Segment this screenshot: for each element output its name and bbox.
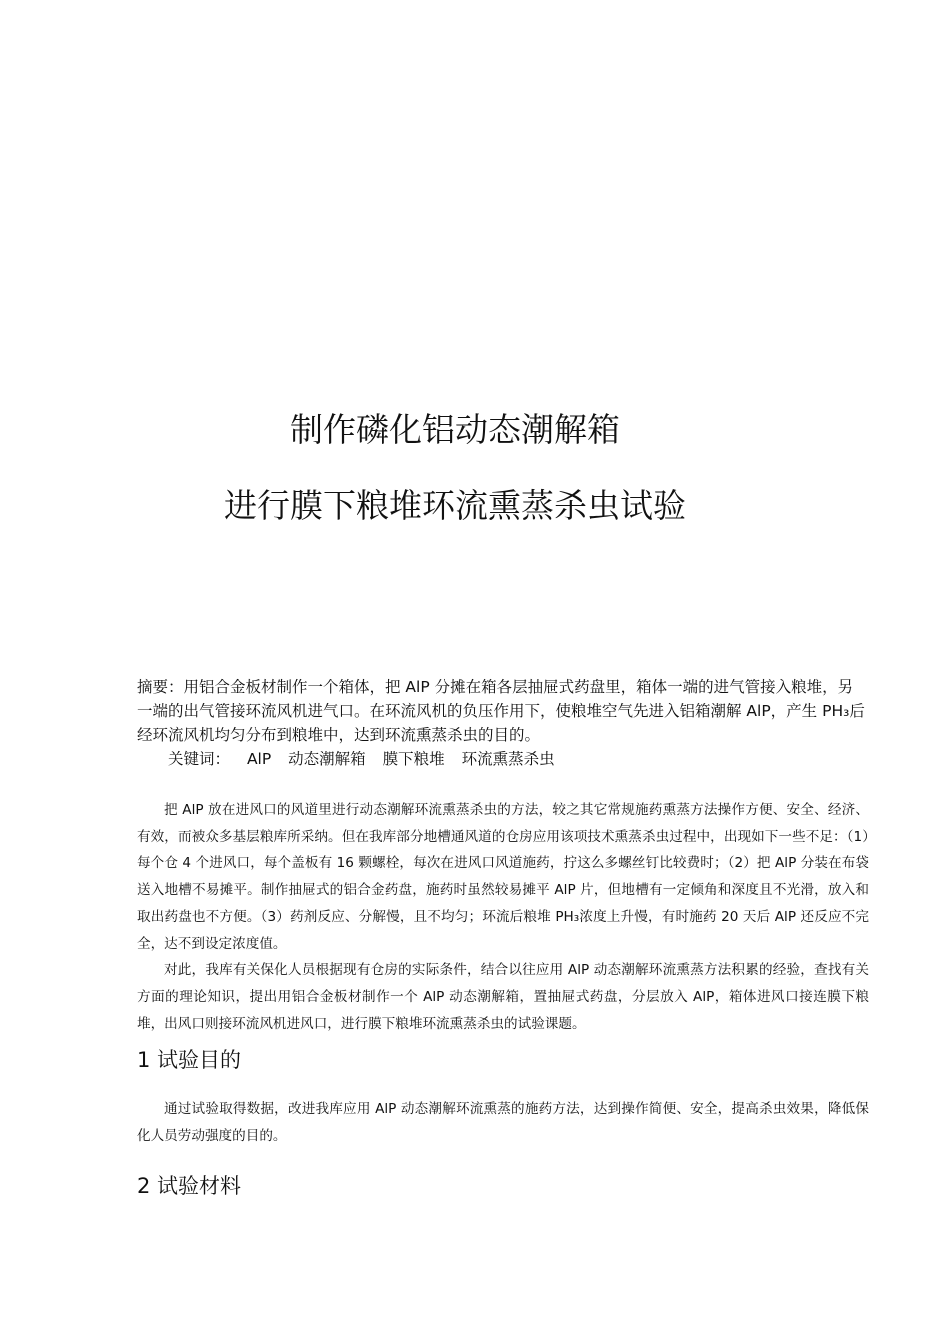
document-title-line-1: 制作磷化铝动态潮解箱 [290,410,620,449]
section-1-body [137,1096,869,1149]
keyword: 膜下粮堆 [382,750,445,768]
keywords [168,747,567,771]
section-heading-1: 1 试验目的 [137,1048,242,1072]
section-heading-2: 2 试验材料 [137,1174,242,1198]
intro-body [137,797,869,1037]
abstract-text: 摘要：用铝合金板材制作一个箱体，把 AlP 分摊在箱各层抽屉式药盘里，箱体一端的进气管接入粮堆，另一端的出气管接环流风机进气口。在环流风机的负压作用下，使粮堆空气先进入铝箱潮解 AlP，产生 PH₃后经环流风机均匀分布到粮堆中，达到环流熏蒸杀虫的目的。 [137,678,865,744]
document-title-line-2: 进行膜下粮堆环流熏蒸杀虫试验 [224,486,686,525]
keyword: AlP [246,750,272,768]
keyword: 环流熏蒸杀虫 [461,750,555,768]
abstract [137,675,867,747]
intro-paragraph: 把 AlP 放在进风口的风道里进行动态潮解环流熏蒸杀虫的方法，较之其它常规施药熏蒸方法操作方便、安全、经济、有效，而被众多基层粮库所采纳。但在我库部分地槽通风道的仓房应用该项技术熏蒸杀虫过程中，出现如下一些不足：（1）每个仓 4 个进风口，每个盖板有 16 颗螺栓，每次在进风口风道施药，拧这么多螺丝钉比较费时；（2）把 AlP 分装在布袋送入地槽不易摊平。制作抽屉式的铝合金药盘，施药时虽然较易摊平 AlP 片，但地槽有一定倾角和深度且不光滑，放入和取出药盘也不方便。（3）药剂反应、分解慢，且不均匀；环流后粮堆 PH₃浓度上升慢，有时施药 20 天后 AlP 还反应不完全，达不到设定浓度值。 [137,802,869,952]
section-1-paragraph: 通过试验取得数据，改进我库应用 AlP 动态潮解环流熏蒸的施药方法，达到操作简便、安全，提高杀虫效果，降低保化人员劳动强度的目的。 [137,1101,869,1144]
keyword: 动态潮解箱 [288,750,366,768]
intro-paragraph: 对此，我库有关保化人员根据现有仓房的实际条件，结合以往应用 AlP 动态潮解环流熏蒸方法积累的经验，查找有关方面的理论知识，提出用铝合金板材制作一个 AlP 动态潮解箱，置抽屉式药盘，分层放入 AlP，箱体进风口接连膜下粮堆，出风口则接环流风机进风口，进行膜下粮堆环流熏蒸杀虫的试验课题。 [137,962,869,1032]
keywords-label: 关键词： [168,750,231,768]
